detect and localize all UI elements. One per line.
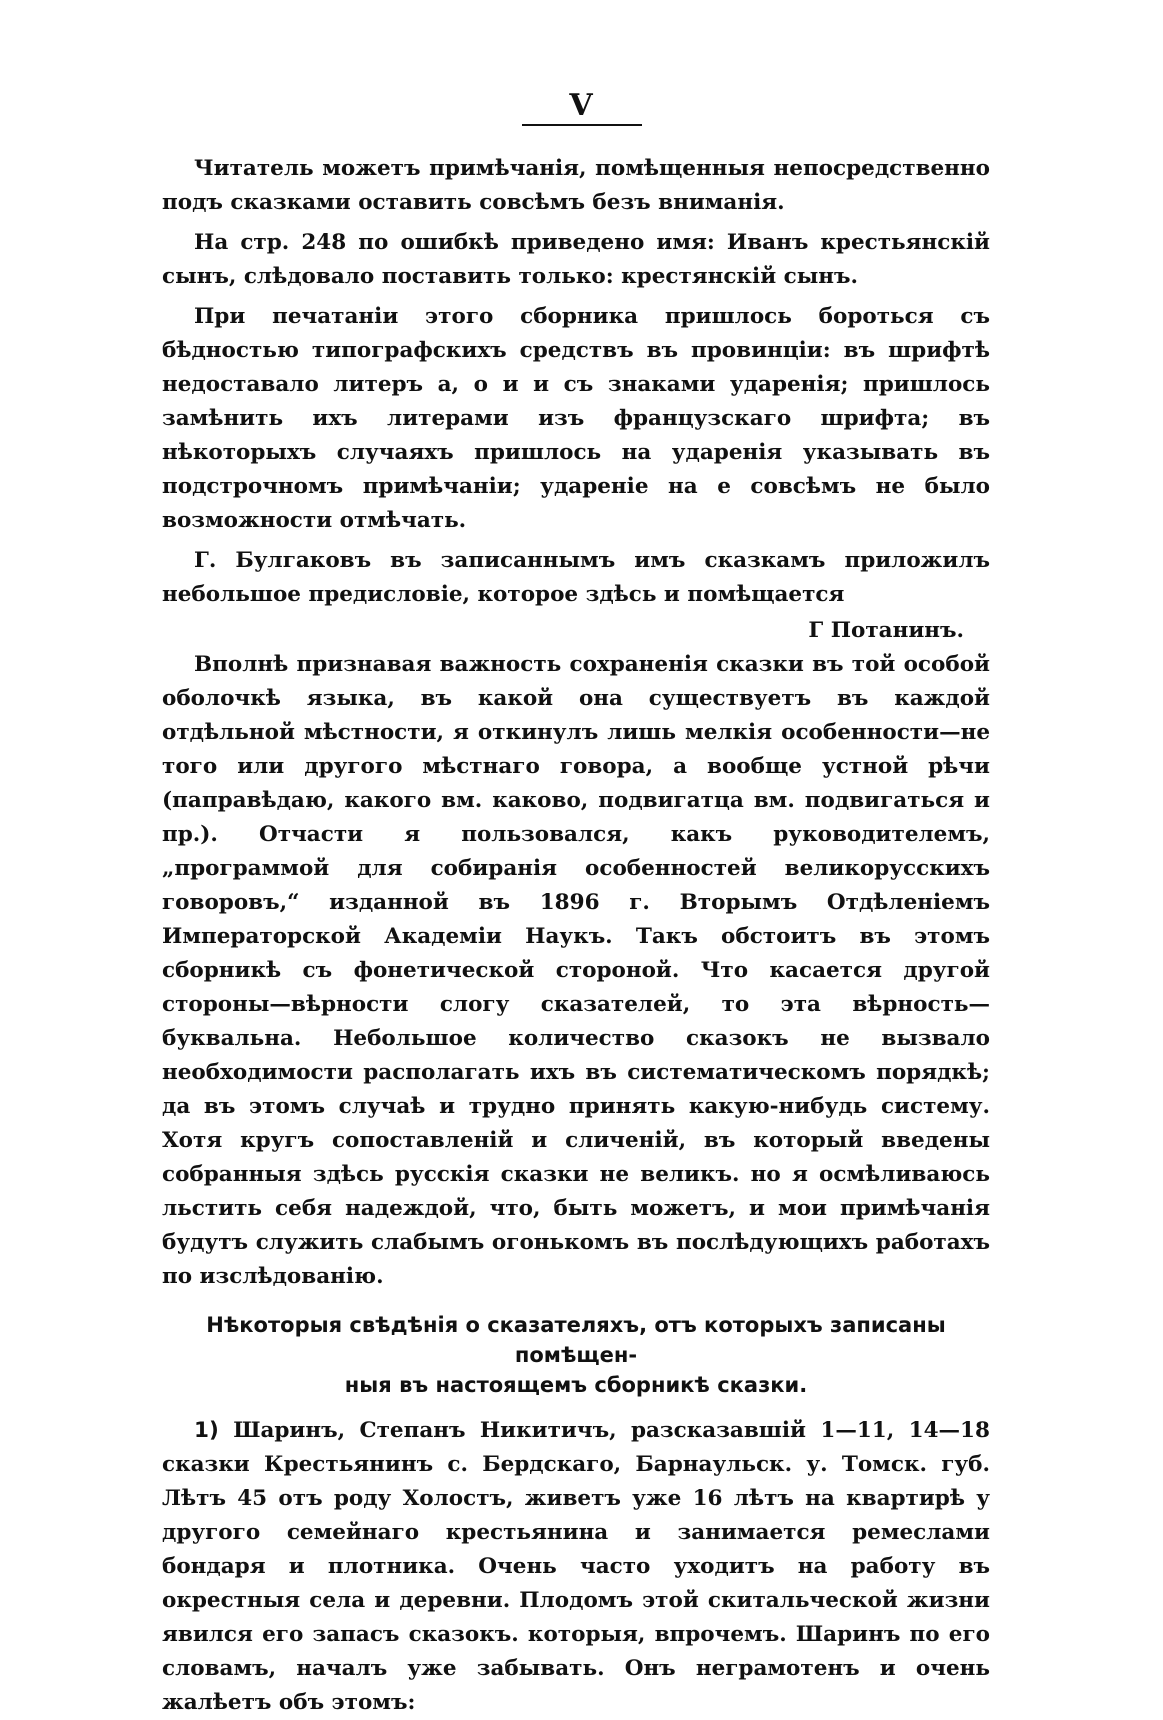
page-number: V <box>569 88 594 123</box>
item-name: Шаринъ, <box>233 1418 346 1443</box>
body-text <box>162 152 990 1720</box>
signature: Г Потанинъ. <box>808 618 964 643</box>
paragraph-preface: Вполнѣ признавая важность сохраненія сказки въ той особой оболочкѣ языка, въ какой она существуетъ въ каждой отдѣльной мѣстности, я откинулъ лишь мелкія особенности—не того или другого мѣстнаго говора, а вообще устной рѣчи (паправѣдаю, какого вм. каково, подвигатца вм. подвигаться и пр.). Отчасти я пользовался, какъ руководителемъ, „программой для собиранія особенностей великорусскихъ говоровъ,“ изданной въ 1896 г. Вторымъ Отдѣленіемъ Императорской Академіи Наукъ. Такъ обстоитъ въ этомъ сборникѣ съ фонетической стороной. Что касается другой стороны—вѣрности слогу сказателей, то эта вѣрность—буквальна. Небольшое количество сказокъ не вызвало необходимости располагать ихъ въ систематическомъ порядкѣ; да въ этомъ случаѣ и трудно принять какую-нибудь систему. Хотя кругъ сопоставленій и сличеній, въ который введены собранныя здѣсь русскія сказки не великъ. но я осмѣливаюсь льстить себя надеждой, что, быть можетъ, и мои примѣчанія будутъ служить слабымъ огонькомъ въ послѣдующихъ работахъ по изслѣдованію. <box>162 652 990 1289</box>
item-text: Степанъ Никитичъ, разсказавшій 1—11, 14—18 сказки Крестьянинъ с. Бердскаго, Барнаульск. у. Томск. губ. Лѣтъ 45 отъ роду Холостъ, живетъ уже 16 лѣтъ на квартирѣ у другого семейнаго крестьянина и занимается ремеслами бондаря и плотника. Очень часто уходитъ на работу въ окрестныя села и деревни. Плодомъ этой скитальческой жизни явился его запасъ сказокъ. которыя, впрочемъ. Шаринъ по его словамъ, началъ уже забывать. Онъ неграмотенъ и очень жалѣетъ объ этомъ: <box>162 1418 990 1715</box>
item-number: 1) <box>194 1418 219 1443</box>
paragraph-printing: При печатаніи этого сборника пришлось бороться съ бѣдностью типографскихъ средствъ въ провинціи: въ шрифтѣ недоставало литеръ а, о и и съ знаками ударенія; пришлось замѣнить ихъ литерами изъ французскаго шрифта; въ нѣкоторыхъ случаяхъ пришлось на ударенія указывать въ подстрочномъ примѣчаніи; удареніе на е совсѣмъ не было возможности отмѣчать. <box>162 304 990 533</box>
section-heading <box>162 1310 990 1400</box>
page-number-rule <box>522 124 642 126</box>
section-heading-line-2: ныя въ настоящемъ сборникѣ сказки. <box>344 1373 808 1397</box>
list-item <box>162 1414 990 1720</box>
paragraph-bulgakov-intro: Г. Булгаковъ въ записаннымъ имъ сказкамъ приложилъ небольшое предисловіе, которое здѣсь и помѣщается <box>162 548 990 607</box>
paragraph-erratum: На стр. 248 по ошибкѣ приведено имя: Иванъ крестьянскій сынъ, слѣдовало поставить только: крестянскій сынъ. <box>162 230 990 289</box>
paragraph-note-remarks: Читатель можетъ примѣчанія, помѣщенныя непосредственно подъ сказками оставить совсѣмъ безъ вниманія. <box>162 156 990 215</box>
section-heading-line-1: Нѣкоторыя свѣдѣнія о сказателяхъ, отъ которыхъ записаны помѣщен- <box>206 1313 946 1367</box>
